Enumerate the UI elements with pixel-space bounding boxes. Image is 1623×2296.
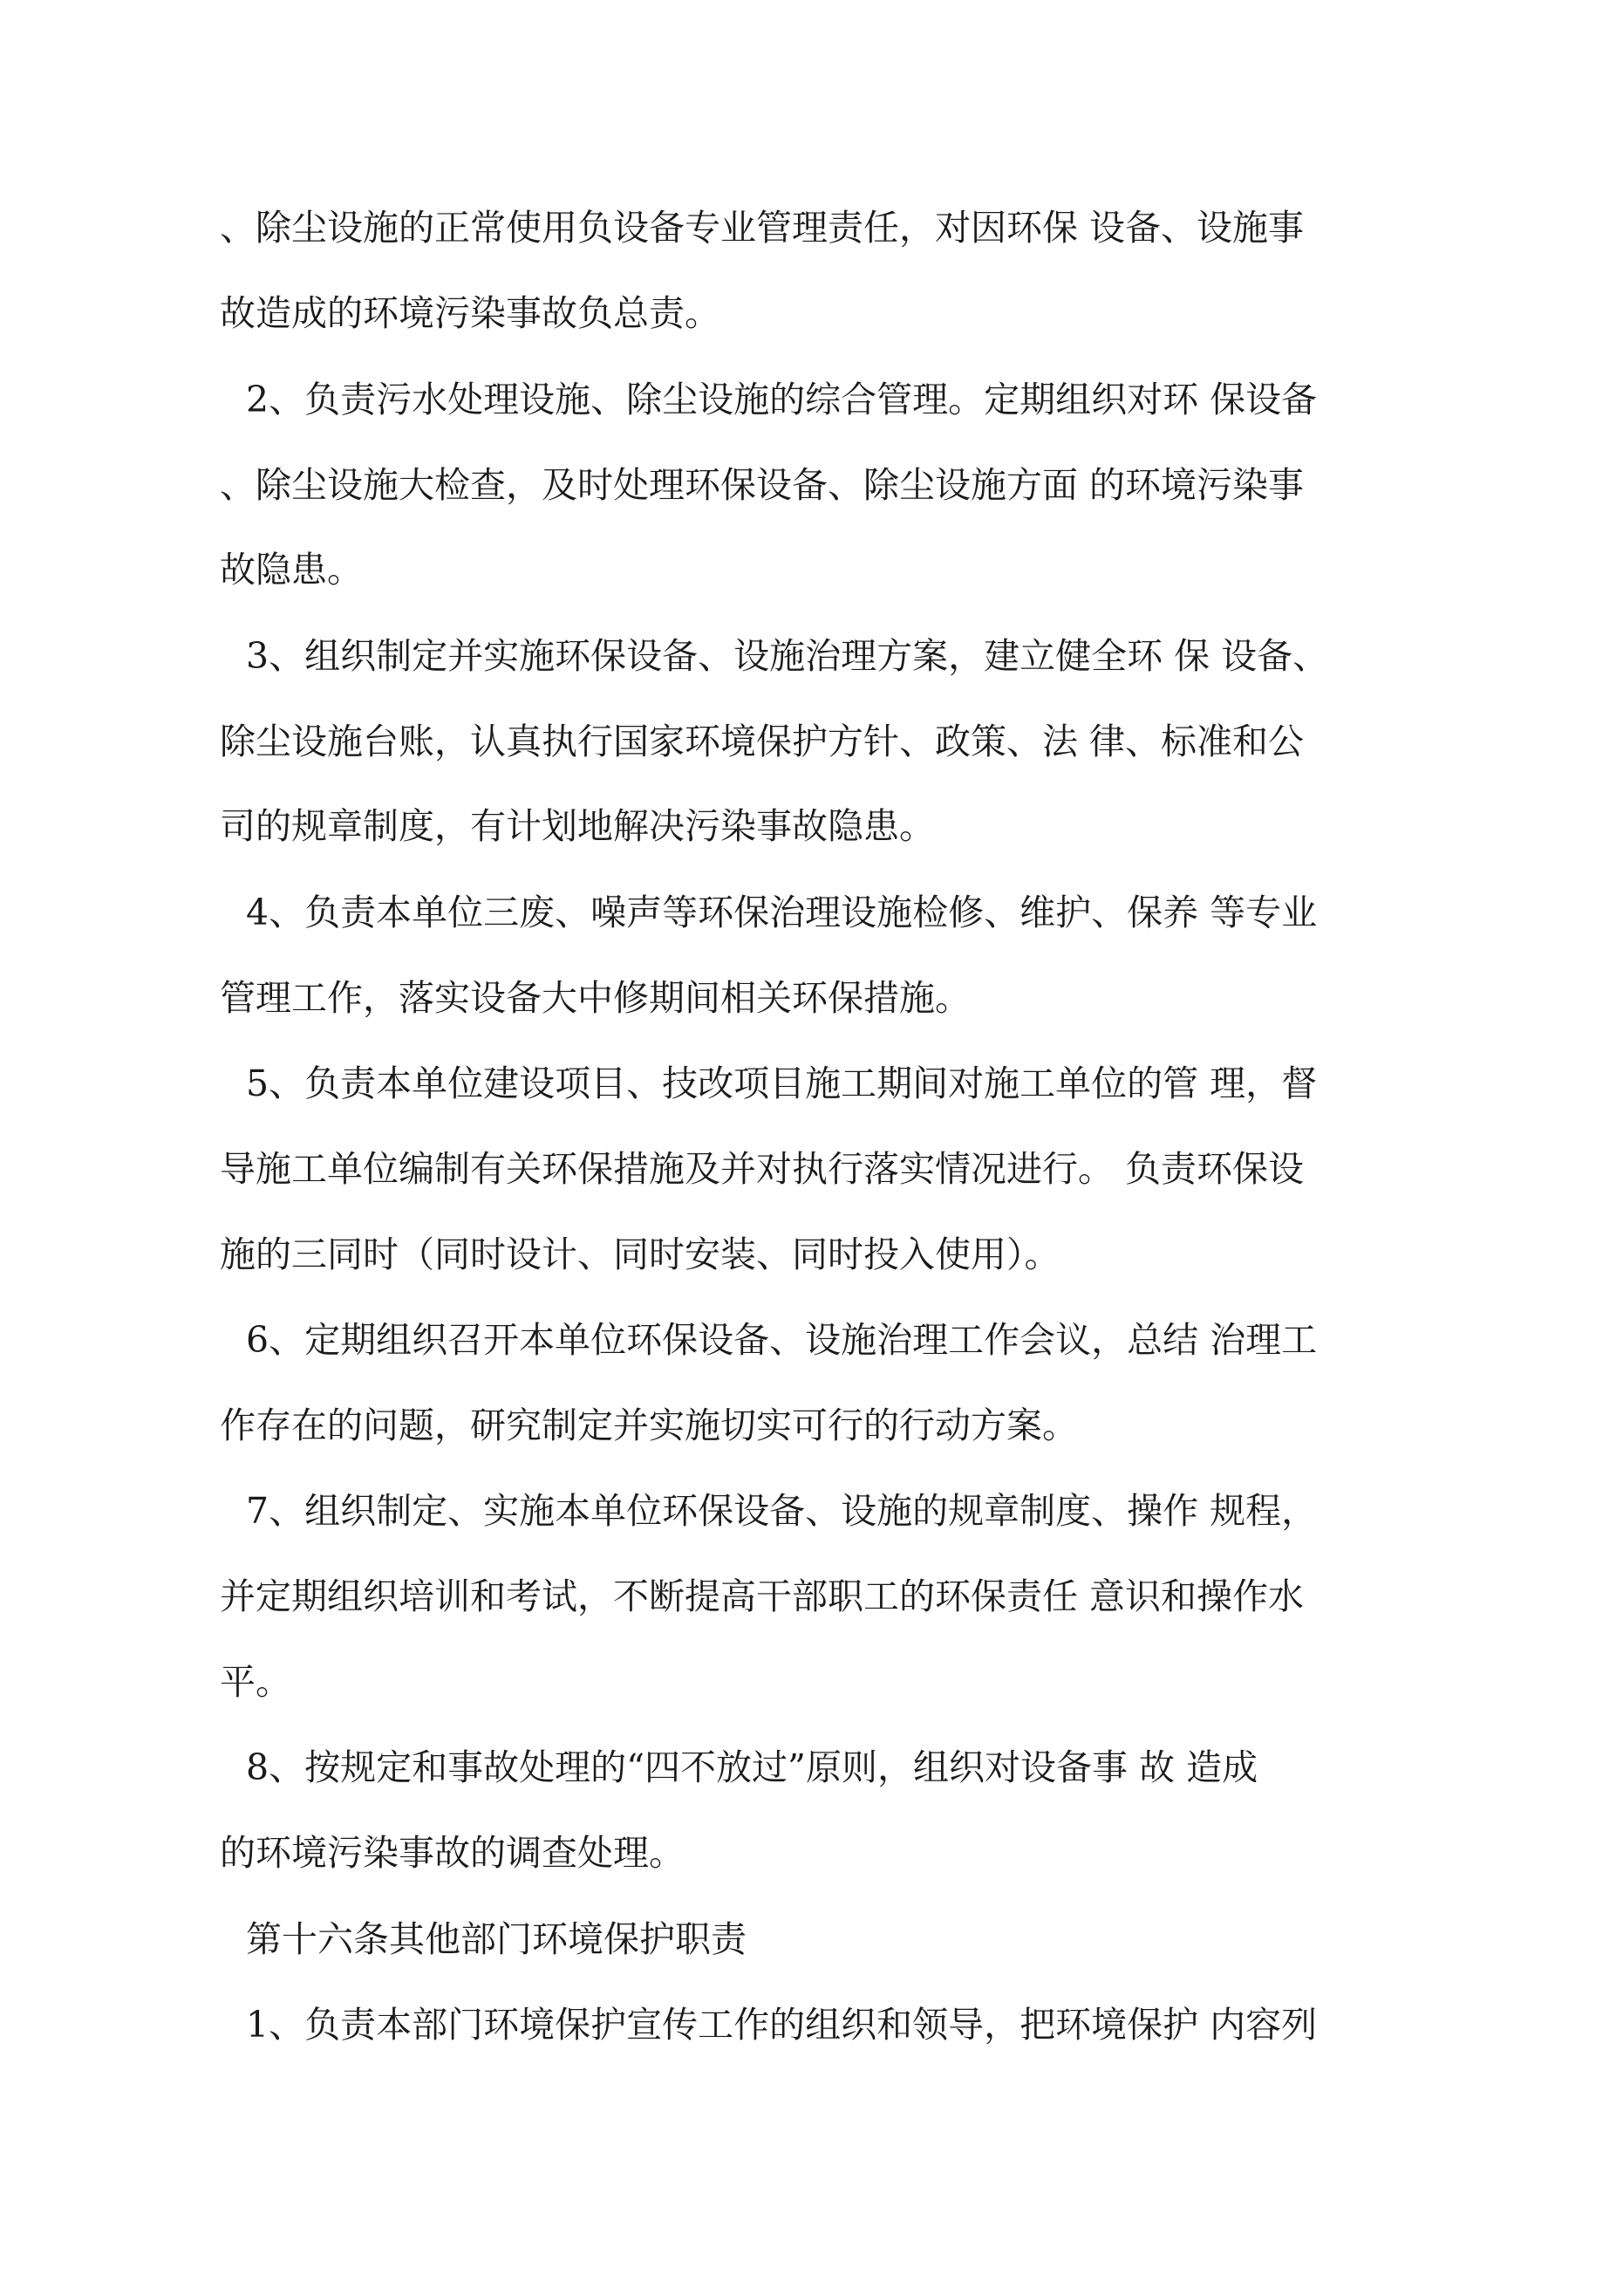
paragraph-6-line: 6、定期组织召开本单位环保设备、设施治理工作会议，总结 治理工 [246,1319,1318,1361]
paragraph-2-line: 2、负责污水处理设施、除尘设施的综合管理。定期组织对环 保设备 [246,379,1318,420]
text-line: 施的三同时（同时设计、同时安装、同时投入使用）。 [220,1233,1060,1275]
text-line: 司的规章制度，有计划地解决污染事故隐患。 [220,805,935,847]
paragraph-8-line: 8、按规定和事故处理的“四不放过”原则，组织对设备事 故 造成 [246,1746,1258,1788]
text-line: 除尘设施台账，认真执行国家环境保护方针、政策、法 律、标准和公 [220,721,1305,762]
text-line: 的环境污染事故的调查处理。 [220,1832,685,1874]
text-line: 、除尘设施的正常使用负设备专业管理责任，对因环保 设备、设施事 [220,207,1305,249]
text-line: 导施工单位编制有关环保措施及并对执行落实情况进行。 负责环保设 [220,1148,1305,1190]
paragraph-1-line: 1、负责本部门环境保护宣传工作的组织和领导，把环境保护 内容列 [246,2004,1318,2046]
text-line: 管理工作，落实设备大中修期间相关环保措施。 [220,977,971,1019]
paragraph-5-line: 5、负责本单位建设项目、技改项目施工期间对施工单位的管 理，督 [246,1063,1318,1104]
section-heading: 第十六条其他部门环境保护职责 [246,1918,747,1960]
text-line: 平。 [220,1661,291,1703]
text-line: 故隐患。 [220,549,363,591]
paragraph-4-line: 4、负责本单位三废、噪声等环保治理设施检修、维护、保养 等专业 [246,892,1318,933]
text-line: 、除尘设施大检查，及时处理环保设备、除尘设施方面 的环境污染事 [220,464,1305,506]
text-line: 作存在的问题，研究制定并实施切实可行的行动方案。 [220,1404,1078,1446]
paragraph-7-line: 7、组织制定、实施本单位环保设备、设施的规章制度、操作 规程， [246,1490,1318,1532]
text-line: 故造成的环境污染事故负总责。 [220,292,720,334]
text-line: 并定期组织培训和考试，不断提高干部职工的环保责任 意识和操作水 [220,1575,1305,1617]
paragraph-3-line: 3、组织制定并实施环保设备、设施治理方案，建立健全环 保 设备、 [246,635,1329,677]
